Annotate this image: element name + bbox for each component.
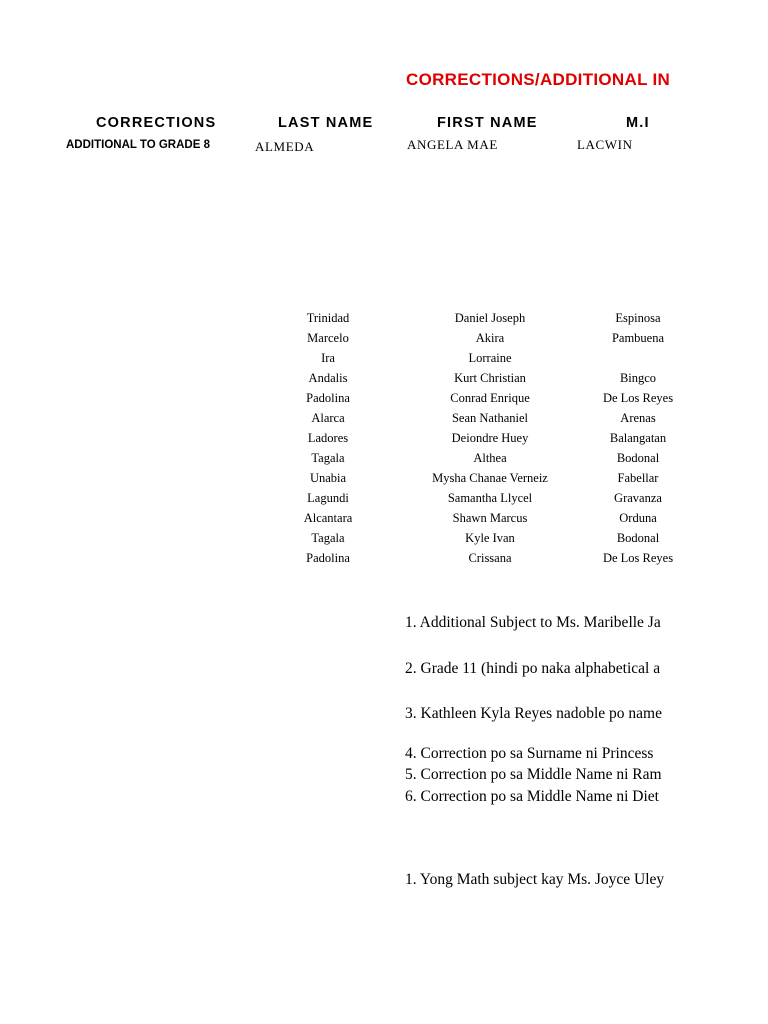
- student-row: [0, 468, 702, 488]
- note-duplicate-name: 3. Kathleen Kyla Reyes nadoble po name: [405, 705, 662, 722]
- student-row: [0, 368, 702, 388]
- student-row: [0, 488, 702, 508]
- student-row: [0, 428, 702, 448]
- mi-cell: Gravanza: [614, 491, 662, 505]
- student-row: [0, 528, 702, 548]
- last-name-cell: Tagala: [311, 531, 345, 545]
- mi-header: M.I: [626, 115, 650, 131]
- student-row: [0, 448, 702, 468]
- additional-last-name: ALMEDA: [255, 139, 315, 154]
- mi-cell: Arenas: [620, 411, 656, 425]
- mi-cell: De Los Reyes: [602, 551, 674, 565]
- note-math-subject: 1. Yong Math subject kay Ms. Joyce Uley: [405, 871, 665, 888]
- first-name-cell: Kyle Ivan: [465, 531, 515, 545]
- last-name-cell: Alarca: [311, 411, 345, 425]
- note-grade-11: 2. Grade 11 (hindi po naka alphabetical a: [405, 660, 661, 677]
- last-name-cell: Padolina: [306, 391, 350, 405]
- first-name-cell: Akira: [475, 331, 505, 345]
- additional-first-name: ANGELA MAE: [407, 137, 498, 152]
- first-name-cell: Samantha Llycel: [447, 491, 533, 505]
- last-name-cell: Marcelo: [307, 331, 349, 345]
- corrections-header: CORRECTIONS: [96, 115, 217, 131]
- student-list: [0, 308, 702, 568]
- first-name-cell: Conrad Enrique: [450, 391, 530, 405]
- last-name-cell: Padolina: [306, 551, 350, 565]
- mi-cell: Fabellar: [617, 471, 659, 485]
- last-name-cell: Unabia: [309, 471, 347, 485]
- student-row: [0, 388, 702, 408]
- mi-cell: Bodonal: [616, 531, 660, 545]
- note-middle-name-correction-1: 5. Correction po sa Middle Name ni Ram: [405, 766, 662, 783]
- mi-cell: Bodonal: [616, 451, 660, 465]
- mi-cell: Bingco: [619, 371, 657, 385]
- mi-cell: Orduna: [619, 511, 657, 525]
- first-name-cell: Daniel Joseph: [454, 311, 526, 325]
- first-name-cell: Lorraine: [468, 351, 512, 365]
- student-row: [0, 548, 702, 568]
- first-name-cell: Crissana: [468, 551, 512, 565]
- student-row: [0, 348, 702, 368]
- student-row: [0, 408, 702, 428]
- mi-cell: Espinosa: [615, 311, 661, 325]
- last-name-cell: Andalis: [308, 371, 348, 385]
- mi-cell: Pambuena: [611, 331, 665, 345]
- last-name-cell: Ira: [321, 351, 335, 365]
- last-name-cell: Lagundi: [307, 491, 349, 505]
- student-row: [0, 328, 702, 348]
- page-title: CORRECTIONS/ADDITIONAL IN: [406, 70, 671, 89]
- first-name-cell: Mysha Chanae Verneiz: [432, 471, 548, 485]
- last-name-header: LAST NAME: [278, 115, 374, 131]
- first-name-cell: Althea: [473, 451, 507, 465]
- additional-label: ADDITIONAL TO GRADE 8: [66, 139, 210, 151]
- note-middle-name-correction-2: 6. Correction po sa Middle Name ni Diet: [405, 788, 659, 805]
- last-name-cell: Alcantara: [303, 511, 353, 525]
- additional-mi: LACWIN: [577, 137, 633, 152]
- first-name-cell: Shawn Marcus: [452, 511, 528, 525]
- note-additional-subject: 1. Additional Subject to Ms. Maribelle Ja: [405, 614, 661, 631]
- first-name-header: FIRST NAME: [437, 115, 538, 131]
- last-name-cell: Trinidad: [306, 311, 350, 325]
- last-name-cell: Ladores: [307, 431, 349, 445]
- last-name-cell: Tagala: [311, 451, 345, 465]
- first-name-cell: Kurt Christian: [454, 371, 526, 385]
- mi-cell: Balangatan: [609, 431, 667, 445]
- mi-cell: De Los Reyes: [602, 391, 674, 405]
- first-name-cell: Sean Nathaniel: [451, 411, 528, 425]
- note-surname-correction: 4. Correction po sa Surname ni Princess: [405, 745, 654, 762]
- first-name-cell: Deiondre Huey: [451, 431, 529, 445]
- student-row: [0, 308, 702, 328]
- student-row: [0, 508, 702, 528]
